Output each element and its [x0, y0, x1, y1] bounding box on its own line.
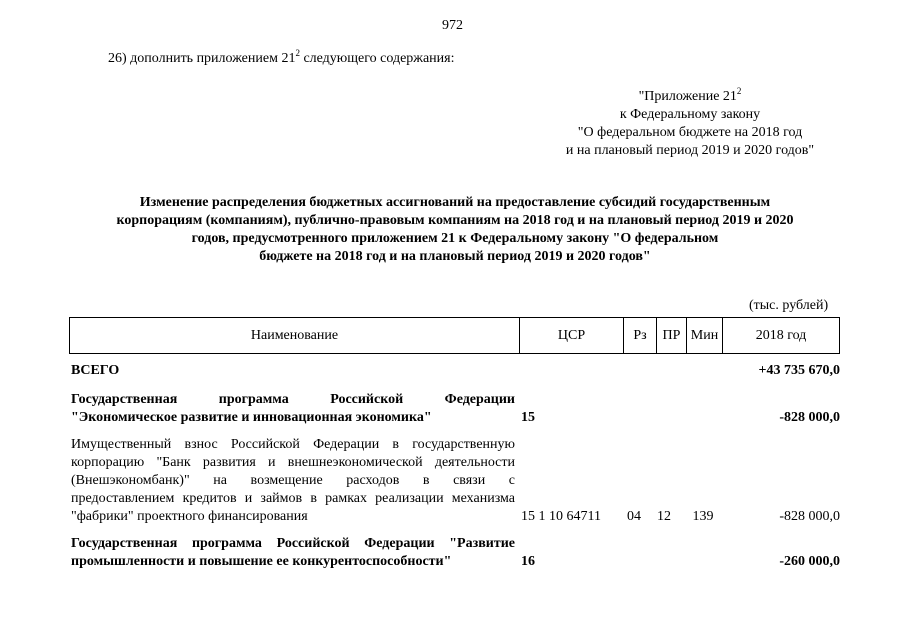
- appendix-line-1: [520, 88, 860, 106]
- amendment-text-before: 26) дополнить приложением 21: [108, 51, 296, 66]
- appendix-superscript: 2: [736, 86, 742, 96]
- header-min: Мин: [687, 318, 723, 354]
- table-row-program-15-csr: 15: [521, 410, 535, 425]
- appendix-title: "Приложение 21: [638, 89, 737, 104]
- header-name: Наименование: [70, 318, 520, 354]
- amendment-line: [108, 48, 455, 67]
- header-csr: ЦСР: [520, 318, 624, 354]
- title-line: бюджете на 2018 год и на плановый период 2019 и 2020 годов": [259, 249, 651, 264]
- appendix-line-4: и на плановый период 2019 и 2020 годов": [565, 143, 815, 158]
- title-line: годов, предусмотренного приложением 21 к Федеральному закону "О федеральном: [191, 231, 719, 246]
- appendix-header: [520, 88, 860, 160]
- table-row-program-16-csr: 16: [521, 554, 535, 569]
- table-row-contribution-csr: 15 1 10 64711: [521, 509, 601, 524]
- appendix-line-3: "О федеральном бюджете на 2018 год: [577, 125, 803, 140]
- header-rz: Рз: [624, 318, 657, 354]
- amendment-text-after: следующего содержания:: [299, 51, 455, 66]
- table-row-total-label: ВСЕГО: [71, 363, 120, 378]
- table-row-contribution-rz: 04: [627, 509, 641, 524]
- table-row-program-16-name: Государственная программа Российской Федерации "Развитие промышленности и повышение ее конкурентоспособности": [71, 536, 515, 569]
- title-line: корпорациям (компаниям), публично-правовым компаниям на 2018 год и на плановый период 2019 и 2020: [116, 213, 794, 228]
- table-row-contribution-pr: 12: [657, 509, 671, 524]
- header-year: 2018 год: [723, 318, 840, 354]
- header-pr: ПР: [657, 318, 687, 354]
- page-number: 972: [442, 18, 463, 33]
- table-row-program-15-name: Государственная программа Российской Федерации "Экономическое развитие и инновационная экономика": [71, 392, 515, 425]
- table-row-contribution-min: 139: [692, 509, 714, 524]
- title-line: Изменение распределения бюджетных ассигнований на предоставление субсидий государственным: [139, 195, 771, 210]
- table-header-row: [70, 318, 840, 354]
- table-row-program-16-amount: -260 000,0: [779, 554, 840, 569]
- table-row-contribution-name: Имущественный взнос Российской Федерации в государственную корпорацию "Банк развития и внешнеэкономической деятельности (Внешэкономбанк)" на возмещение расходов в связи с предоставлением кредитов и займов в рамках реализации механизма "фабрики" проектного финансирования: [71, 437, 515, 524]
- table-row-total-amount: +43 735 670,0: [758, 363, 840, 378]
- table-row-program-15-amount: -828 000,0: [779, 410, 840, 425]
- table-row-contribution-amount: -828 000,0: [779, 509, 840, 524]
- units-note: (тыс. рублей): [749, 298, 829, 313]
- document-title: [70, 194, 840, 266]
- budget-table-header: [69, 317, 840, 354]
- amendment-superscript: 2: [295, 48, 300, 58]
- appendix-line-2: к Федеральному закону: [619, 107, 761, 122]
